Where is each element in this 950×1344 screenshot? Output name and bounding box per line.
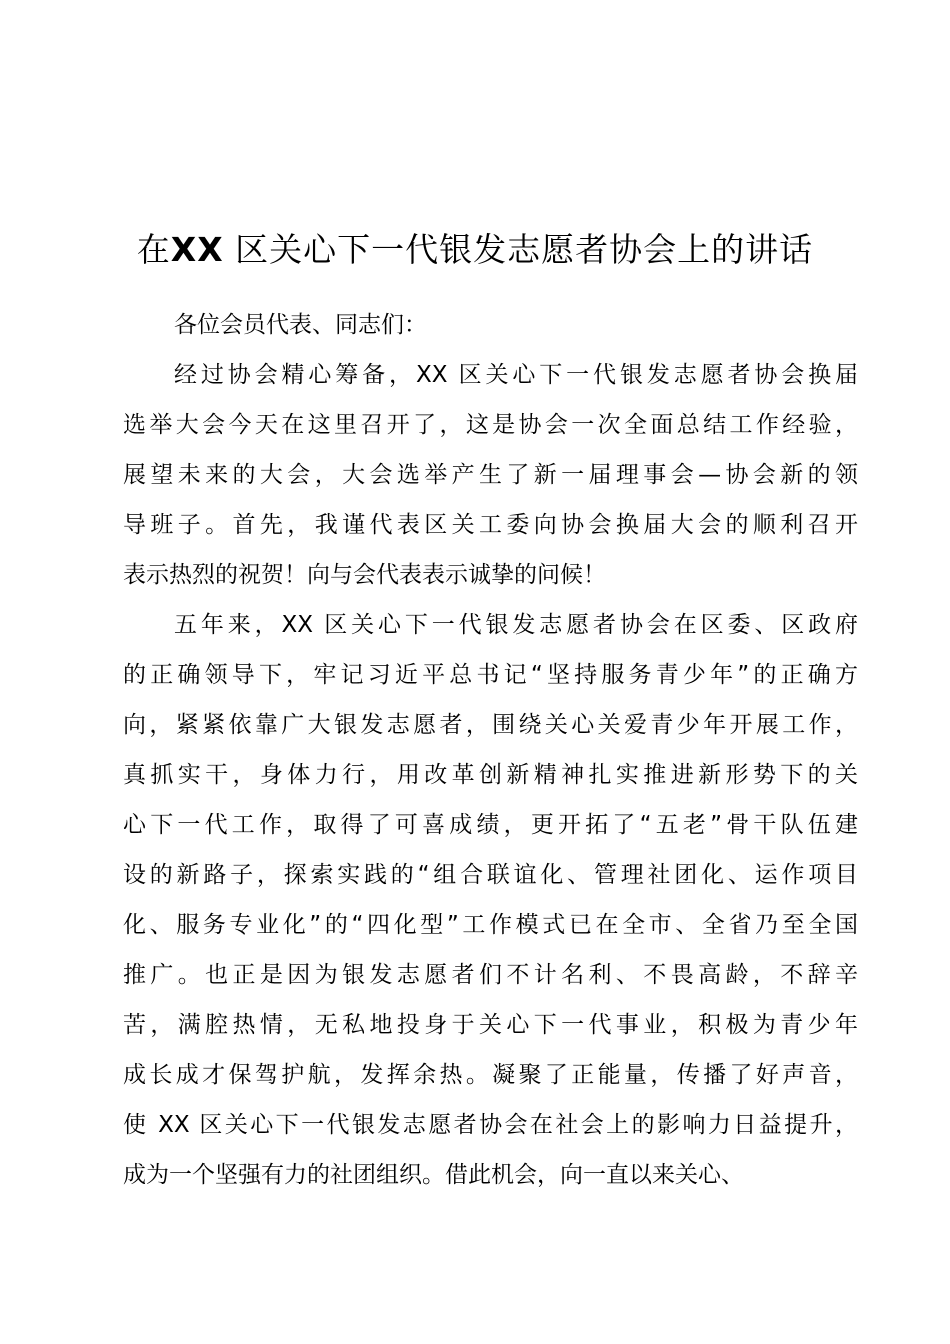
document-title xyxy=(0,222,950,278)
paragraph-1-line: 选举大会今天在这里召开了，这是协会一次全面总结工作经验， xyxy=(123,412,858,438)
paragraph-2-line: 化、服务专业化”的“四化型”工作模式已在全市、全省乃至全国 xyxy=(123,912,858,938)
paragraph-1-line: 经过协会精心筹备，XX 区关心下一代银发志愿者协会换届 xyxy=(174,362,858,388)
paragraph-2-line: 使 XX 区关心下一代银发志愿者协会在社会上的影响力日益提升， xyxy=(123,1112,858,1138)
paragraph-1-line: 导班子。首先，我谨代表区关工委向协会换届大会的顺利召开 xyxy=(123,512,858,538)
paragraph-2-line: 苦，满腔热情，无私地投身于关心下一代事业，积极为青少年 xyxy=(123,1012,858,1038)
paragraph-1-line: 展望未来的大会，大会选举产生了新一届理事会—协会新的领 xyxy=(123,462,858,488)
paragraph-2-line: 成长成才保驾护航，发挥余热。凝聚了正能量，传播了好声音， xyxy=(123,1062,858,1088)
paragraph-2-line: 成为一个坚强有力的社团组织。借此机会，向一直以来关心、 xyxy=(123,1162,744,1188)
speech-body xyxy=(123,300,858,1200)
title-strong: XX xyxy=(170,230,224,269)
paragraph-2-line: 真抓实干，身体力行，用改革创新精神扎实推进新形势下的关 xyxy=(123,762,858,788)
paragraph-2-line: 心下一代工作，取得了可喜成绩，更开拓了“五老”骨干队伍建 xyxy=(123,812,858,838)
title-suffix: 区关心下一代银发志愿者协会上的讲话 xyxy=(223,230,814,269)
paragraph-2-line: 五年来，XX 区关心下一代银发志愿者协会在区委、区政府 xyxy=(174,612,858,638)
salutation: 各位会员代表、同志们： xyxy=(174,312,427,338)
paragraph-2-line: 推广。也正是因为银发志愿者们不计名利、不畏高龄，不辞辛 xyxy=(123,962,858,988)
title-prefix: 在 xyxy=(136,230,171,269)
paragraph-2-line: 设的新路子，探索实践的“组合联谊化、管理社团化、运作项目 xyxy=(123,862,858,888)
paragraph-2-line: 的正确领导下，牢记习近平总书记“坚持服务青少年”的正确方 xyxy=(123,662,858,688)
paragraph-2-line: 向，紧紧依靠广大银发志愿者，围绕关心关爱青少年开展工作， xyxy=(123,712,858,738)
paragraph-1-line: 表示热烈的祝贺！向与会代表表示诚挚的问候！ xyxy=(123,562,606,588)
